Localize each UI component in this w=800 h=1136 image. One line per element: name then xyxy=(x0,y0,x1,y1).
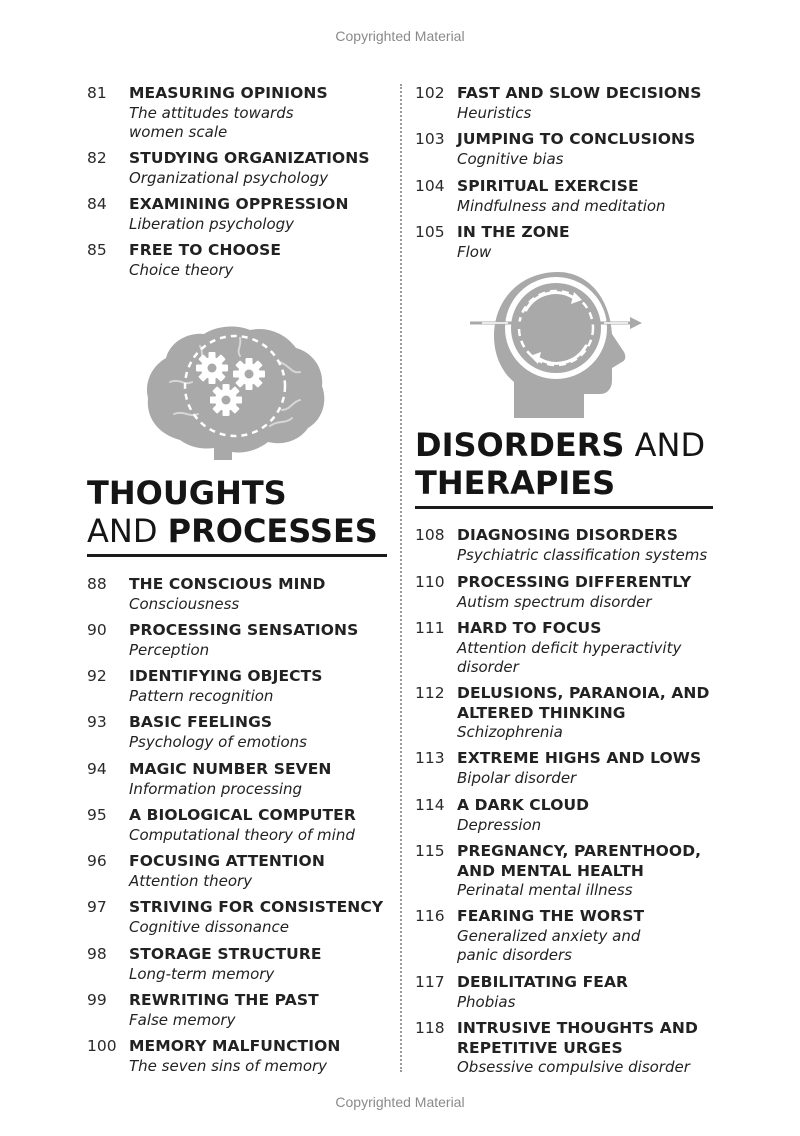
page-number: 105 xyxy=(415,223,445,241)
section-heading-thoughts-line2 xyxy=(87,512,378,551)
entry-subtitle: Consciousness xyxy=(129,594,240,613)
heading-bold: PROCESSES xyxy=(167,512,378,550)
page-number: 111 xyxy=(415,619,445,637)
section-rule xyxy=(87,554,387,557)
entry-title: EXTREME HIGHS AND LOWS xyxy=(457,749,702,767)
page-number: 100 xyxy=(87,1037,117,1055)
page-number: 102 xyxy=(415,84,445,102)
entry-title: PROCESSING DIFFERENTLY xyxy=(457,573,692,591)
page-number: 115 xyxy=(415,842,445,860)
entry-title: IDENTIFYING OBJECTS xyxy=(129,667,323,685)
page-number: 116 xyxy=(415,907,445,925)
entry-title: PREGNANCY, PARENTHOOD, AND MENTAL HEALTH xyxy=(457,842,702,880)
heading-light: AND xyxy=(624,426,706,464)
entry-title: STORAGE STRUCTURE xyxy=(129,945,322,963)
entry-subtitle: Bipolar disorder xyxy=(457,768,577,787)
entry-subtitle: Liberation psychology xyxy=(129,214,295,233)
entry-subtitle: Information processing xyxy=(129,779,303,798)
entry-title: REWRITING THE PAST xyxy=(129,991,319,1009)
entry-subtitle: Long-term memory xyxy=(129,964,275,983)
heading-light: AND xyxy=(87,512,168,550)
entry-title: MEASURING OPINIONS xyxy=(129,84,328,102)
page-number: 110 xyxy=(415,573,445,591)
entry-title: FAST AND SLOW DECISIONS xyxy=(457,84,702,102)
entry-subtitle: Autism spectrum disorder xyxy=(457,592,652,611)
entry-subtitle: Attention deficit hyperactivity disorder xyxy=(457,638,682,676)
entry-subtitle: Depression xyxy=(457,815,542,834)
page-number: 103 xyxy=(415,130,445,148)
entry-subtitle: Organizational psychology xyxy=(129,168,329,187)
section-heading-disorders-line2 xyxy=(415,464,615,503)
entry-subtitle: Mindfulness and meditation xyxy=(457,196,666,215)
page-number: 92 xyxy=(87,667,107,685)
section-rule xyxy=(415,506,713,509)
page-number: 117 xyxy=(415,973,445,991)
entry-title: SPIRITUAL EXERCISE xyxy=(457,177,639,195)
entry-title: FREE TO CHOOSE xyxy=(129,241,282,259)
page-number: 88 xyxy=(87,575,107,593)
page-number: 99 xyxy=(87,991,107,1009)
heading-bold: THERAPIES xyxy=(415,464,616,502)
heading-bold: DISORDERS xyxy=(415,426,625,464)
heading-bold: THOUGHTS xyxy=(87,474,287,512)
head-flow-cycle-icon xyxy=(470,270,646,420)
section-heading-thoughts xyxy=(87,474,287,513)
entry-title: DEBILITATING FEAR xyxy=(457,973,629,991)
entry-subtitle: Computational theory of mind xyxy=(129,825,355,844)
column-divider xyxy=(400,84,402,1072)
page-number: 81 xyxy=(87,84,107,102)
entry-title: FEARING THE WORST xyxy=(457,907,645,925)
entry-title: JUMPING TO CONCLUSIONS xyxy=(457,130,696,148)
page-number: 90 xyxy=(87,621,107,639)
page-number: 97 xyxy=(87,898,107,916)
entry-subtitle: Cognitive bias xyxy=(457,149,564,168)
entry-subtitle: Phobias xyxy=(457,992,516,1011)
brain-gears-icon xyxy=(140,322,330,464)
page-number: 85 xyxy=(87,241,107,259)
page-number: 82 xyxy=(87,149,107,167)
page-number: 104 xyxy=(415,177,445,195)
entry-subtitle: Perception xyxy=(129,640,210,659)
entry-subtitle: Psychology of emotions xyxy=(129,732,307,751)
entry-title: MAGIC NUMBER SEVEN xyxy=(129,760,332,778)
entry-title: MEMORY MALFUNCTION xyxy=(129,1037,341,1055)
entry-title: DELUSIONS, PARANOIA, AND ALTERED THINKING xyxy=(457,684,710,722)
watermark-bottom: Copyrighted Material xyxy=(335,1094,465,1110)
page-number: 96 xyxy=(87,852,107,870)
entry-title: THE CONSCIOUS MIND xyxy=(129,575,326,593)
entry-title: A DARK CLOUD xyxy=(457,796,590,814)
entry-subtitle: Heuristics xyxy=(457,103,532,122)
section-heading-disorders xyxy=(415,426,705,465)
page-number: 98 xyxy=(87,945,107,963)
page-number: 95 xyxy=(87,806,107,824)
page-number: 112 xyxy=(415,684,445,702)
entry-title: BASIC FEELINGS xyxy=(129,713,273,731)
page-number: 84 xyxy=(87,195,107,213)
entry-subtitle: Obsessive compulsive disorder xyxy=(457,1058,690,1076)
watermark-top: Copyrighted Material xyxy=(335,28,465,44)
entry-title: INTRUSIVE THOUGHTS AND REPETITIVE URGES xyxy=(457,1019,698,1057)
entry-subtitle: Psychiatric classification systems xyxy=(457,545,708,564)
entry-subtitle: Perinatal mental illness xyxy=(457,881,633,899)
entry-title: EXAMINING OPPRESSION xyxy=(129,195,349,213)
entry-title: PROCESSING SENSATIONS xyxy=(129,621,359,639)
entry-subtitle: Choice theory xyxy=(129,260,234,279)
entry-subtitle: Schizophrenia xyxy=(457,723,563,741)
page-number: 118 xyxy=(415,1019,445,1037)
entry-subtitle: Generalized anxiety and panic disorders xyxy=(457,926,641,964)
page-number: 93 xyxy=(87,713,107,731)
entry-subtitle: Attention theory xyxy=(129,871,253,890)
page-number: 114 xyxy=(415,796,445,814)
entry-title: A BIOLOGICAL COMPUTER xyxy=(129,806,356,824)
entry-title: STUDYING ORGANIZATIONS xyxy=(129,149,370,167)
page-number: 94 xyxy=(87,760,107,778)
entry-title: FOCUSING ATTENTION xyxy=(129,852,325,870)
entry-subtitle: Flow xyxy=(457,242,492,261)
page-number: 108 xyxy=(415,526,445,544)
entry-subtitle: The seven sins of memory xyxy=(129,1056,328,1075)
entry-title: IN THE ZONE xyxy=(457,223,570,241)
page-number: 113 xyxy=(415,749,445,767)
entry-title: HARD TO FOCUS xyxy=(457,619,602,637)
entry-subtitle: False memory xyxy=(129,1010,236,1029)
entry-subtitle: Cognitive dissonance xyxy=(129,917,289,936)
entry-title: STRIVING FOR CONSISTENCY xyxy=(129,898,384,916)
entry-subtitle: Pattern recognition xyxy=(129,686,274,705)
entry-subtitle: The attitudes towards women scale xyxy=(129,103,294,141)
entry-title: DIAGNOSING DISORDERS xyxy=(457,526,678,544)
